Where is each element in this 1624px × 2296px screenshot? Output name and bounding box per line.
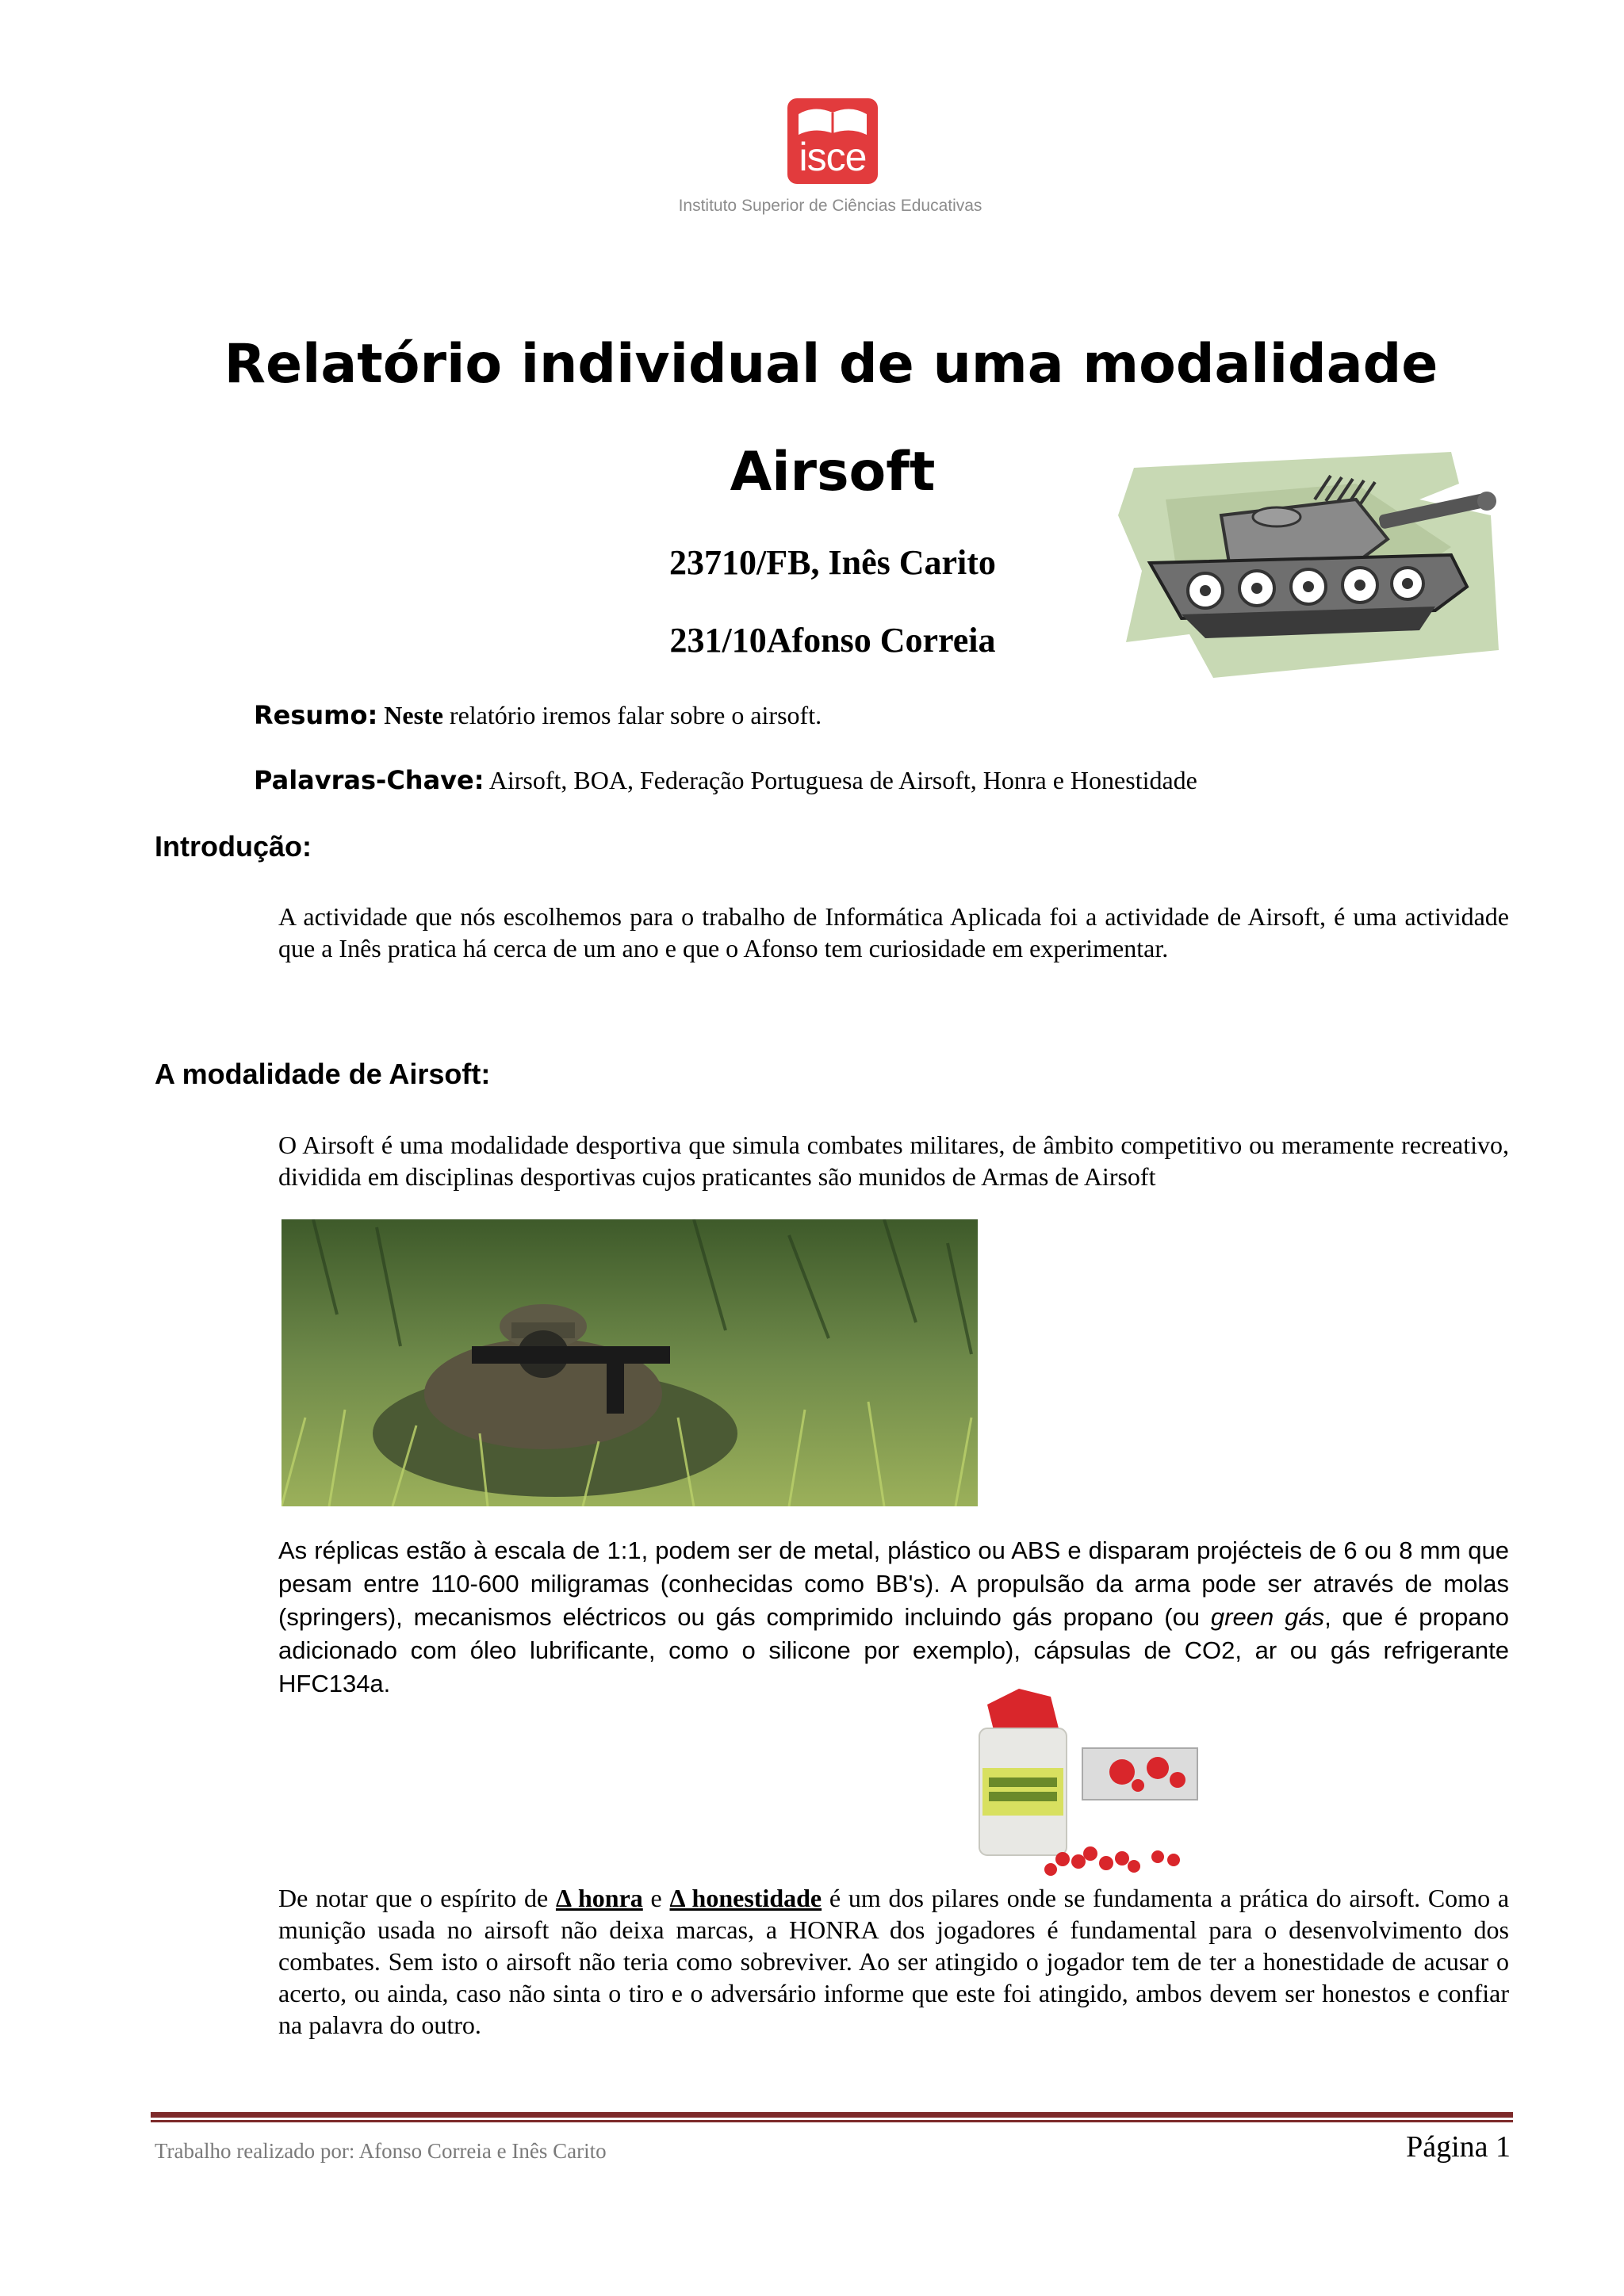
footer-rule [151, 2112, 1513, 2118]
replicas-text-1: As réplicas estão à escala de 1:1, podem ser de metal, plástico ou ABS e disparam projécteis de 6 ou 8 mm que pesam entre 110-600 miligramas (conhecidas como BB's). A propulsão da arma pode ser através de molas (springers), mecanismos eléctricos ou gás comprimido incluindo gás propano (ou [278, 1536, 1509, 1631]
footer-rule-thin [151, 2120, 1513, 2122]
section-heading-intro: Introdução: [155, 830, 312, 863]
author-2: 231/10Afonso Correia [669, 621, 996, 660]
replicas-italic: green gás [1210, 1603, 1325, 1631]
honestidade-term: Δ honestidade [669, 1884, 822, 1912]
isce-logo [787, 98, 878, 184]
honra-conjunction: e [642, 1884, 670, 1912]
resumo-text: relatório iremos falar sobre o airsoft. [442, 701, 822, 729]
replicas-text-2: , que é propano adicionado com óleo lubrificante, como o silicone por exemplo), cápsulas de CO2, ar ou gás refrigerante HFC134a. [278, 1603, 1509, 1697]
resumo-lead: Neste [384, 701, 443, 729]
resumo-label: Resumo: [254, 700, 378, 730]
honra-text: é um dos pilares onde se fundamenta a prática do airsoft. Como a munição usada no airsoft não deixa marcas, a HONRA dos jogadores é fundamental para o desenvolvimento dos combates. Sem isto o airsoft não teria como sobreviver. Ao ser atingido o jogador tem de ter a honestidade de acusar o acerto, ou ainda, caso não sinta o tiro e o adversário informe que este foi atingido, ambos devem ser honestos e confiar na palavra do outro. [278, 1884, 1510, 2039]
tank-clipart [1118, 452, 1499, 678]
keywords [254, 765, 1197, 795]
intro-paragraph: A actividade que nós escolhemos para o trabalho de Informática Aplicada foi a actividade de Airsoft, é uma actividade que a Inês pratica há cerca de um ano e que o Afonso tem curiosidade em experimentar. [278, 902, 1509, 962]
resumo [254, 700, 822, 730]
replicas-paragraph [278, 1534, 1509, 1701]
airsoft-player-photo [282, 1219, 978, 1506]
honra-paragraph [278, 1882, 1509, 2041]
honra-term: Δ honra [555, 1884, 643, 1912]
section-heading-modalidade: A modalidade de Airsoft: [155, 1058, 491, 1090]
modalidade-paragraph: O Airsoft é uma modalidade desportiva que simula combates militares, de âmbito competitivo ou meramente recreativo, dividida em disciplinas desportivas cujos praticantes são munidos de Armas de Airsoft [278, 1131, 1509, 1191]
bb-ammunition-photo [971, 1681, 1209, 1879]
page-subtitle: Airsoft [730, 441, 936, 503]
keywords-label: Palavras-Chave: [254, 765, 485, 795]
book-icon [794, 103, 871, 136]
page-number: Página 1 [1406, 2130, 1511, 2164]
footer-credit: Trabalho realizado por: Afonso Correia e Inês Carito [155, 2139, 607, 2163]
logo-caption: Instituto Superior de Ciências Educativas [678, 197, 982, 215]
page-title: Relatório individual de uma modalidade [224, 333, 1438, 396]
author-1: 23710/FB, Inês Carito [669, 543, 996, 582]
logo-text: isce [799, 135, 867, 179]
keywords-text: Airsoft, BOA, Federação Portuguesa de Airsoft, Honra e Honestidade [484, 766, 1197, 794]
honra-intro: De notar que o espírito de [278, 1884, 556, 1912]
